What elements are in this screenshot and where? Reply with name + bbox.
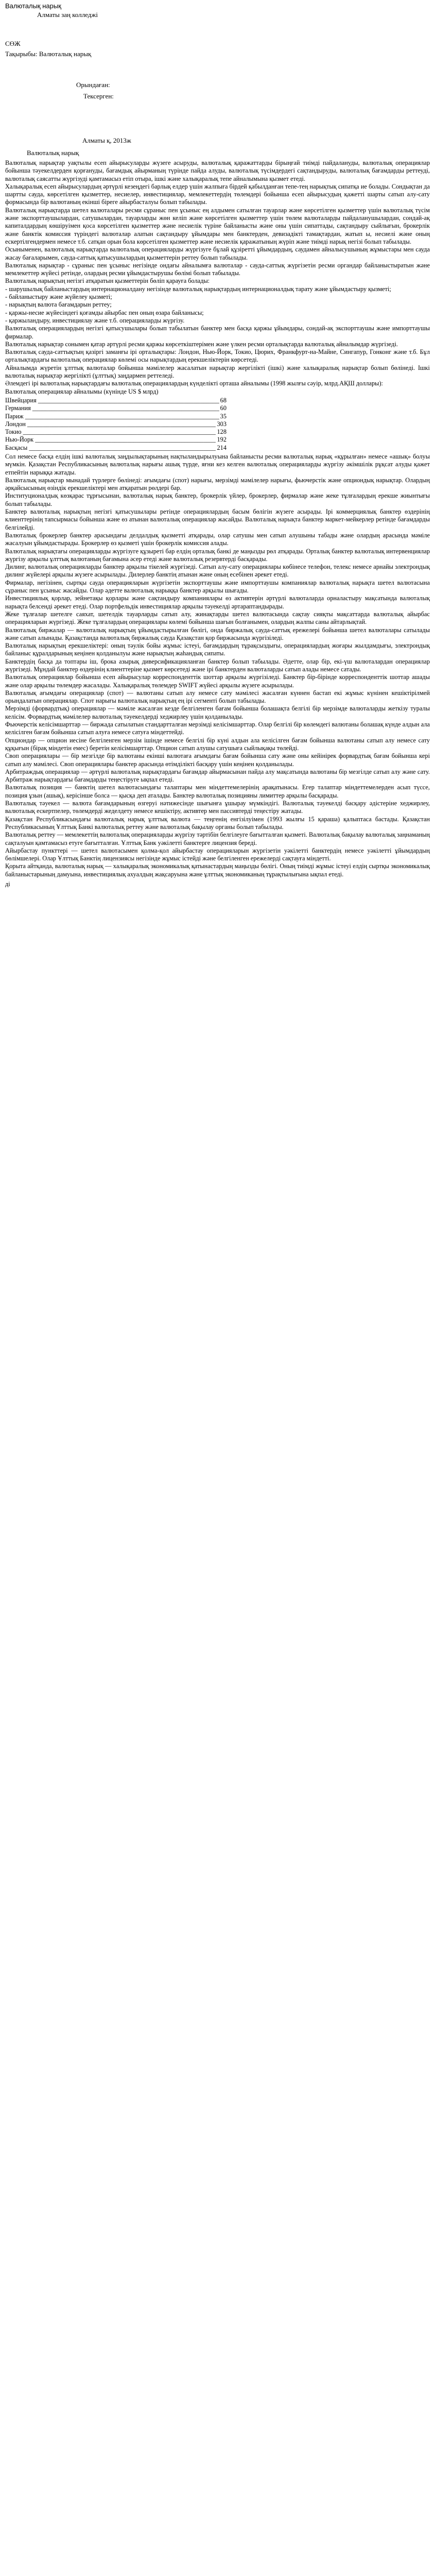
- paragraph: Инвестициялық қорлар, зейнетақы қорлары және сақтандыру компаниялары өз активтерін әртүрлі валюталарда орналастыру мақсатында валюталық нарықта белсенді әрекет етеді. Олар портфельдік инвестициялар арқылы тәуекелді әртараптандырады.: [5, 595, 430, 610]
- paragraph: Банктердің басқа да топтары іш, брока азырық диверсификацияланған банктер болып табылады. Әдетте, олар бір, екі-үш валюталардан операциялар жүргізеді. Мұндай банктер өздерінің клиенттеріне қызмет көрсетеді және ірі банктерден валюталарды сатып алады немесе сатады.: [5, 657, 430, 673]
- checker-label: Тексерген:: [83, 92, 114, 100]
- rate-value: 68: [220, 396, 226, 404]
- paragraph: Институционалдық көзқарас тұрғысынан, валюталық нарық банктер, брокерлік үйлер, брокерлер, фирмалар және жеке тұлғалардың ерекше жиынтығы болып табылады.: [5, 492, 430, 507]
- topic-label: Тақырыбы:: [5, 50, 38, 58]
- rate-row: [5, 428, 226, 436]
- paragraph: Арбитраждық операциялар — әртүрлі валюталық нарықтардағы бағамдар айырмасынан пайда алу мақсатында валютаны бір мезгілде сатып алу және сату. Арбитраж нарықтардағы бағамдарды теңестіруге ықпал етеді.: [5, 768, 430, 784]
- rate-row: [5, 404, 226, 412]
- paragraph: - байланыстыру және жүйелеу қызметі;: [5, 293, 112, 301]
- paragraph: Валюталық нарықтар - сұраныс пен ұсыныс негізінде ондағы айналымға валюталар - сауда-саттық жүргізетін ресми органдар байланыстыратын және мемлекеттер жүйесі ретінде, олардың ресми ұйымдастырушы бөлімі болып табылады.: [5, 261, 430, 277]
- paragraph: Мерзімді (форвардтық) операциялар — мәміле жасалған кезде белгіленген бағам бойынша болашақта белгілі бір мерзімде валюталарды жеткізу туралы келісім. Форвардтық мәмілелер валюталық тәуекелдерді хеджирлеу үшін қолданылады.: [5, 705, 430, 720]
- rate-value: 192: [217, 436, 226, 444]
- topic-line: [5, 50, 430, 58]
- paragraph: Жеке тұлғалар шетелге саяхат, шетелдік тауарларды сатып алу, жинақтарды шетел валютасында сақтау сияқты мақсаттарда валюталық айырбас операцияларын жүргізеді. Жеке тұлғалардың операциялары көлемі бойынша шағын болғанымен, олардың жалпы саны айтарлықтай.: [5, 610, 430, 626]
- rates-title: Валюталық операциялар айналымы (күнінде US $ млрд): [5, 387, 159, 395]
- paragraph: Валюталық ағымдағы операциялар (спот) — валютаны сатып алу немесе сату мәмілесі жасалған күннен бастап екі жұмыс күнінен кешіктірілмей орындалатын операциялар. Спот нарығы валюталық нарықтың ең ірі сегменті болып табылады.: [5, 689, 430, 705]
- paragraph: Валюталық нарықтар мынадай түрлерге бөлінеді: ағымдағы (спот) нарығы, мерзімді мәмілелер нарығы, фьючерстік және опциондық нарықтар. Олардың әрқайсысының өзіндік ерекшеліктері мен атқаратын рөлдері бар.: [5, 476, 430, 492]
- performer-line: [76, 81, 430, 89]
- paragraph: Валюталық реттеу — мемлекеттің валюталық операцияларды жүргізу тәртібін белгілеуге бағытталған қызметі. Валюталық бақылау валюталық заңнаманың сақталуын қамтамасыз етуге бағытталған. Ұлттық Банк уәкілетті банктерге лицензия береді.: [5, 831, 430, 846]
- rate-name: Париж _____: [5, 413, 219, 420]
- page-number: ді: [5, 880, 10, 888]
- paragraph: Валюталық нарықтар сонымен қатар әртүрлі ресми қаржы көрсеткіштерімен және үлкен ресми орталықтарда валюталық айналымдар жүргізеді.: [5, 340, 398, 348]
- rate-name: Басқасы _____: [5, 444, 216, 452]
- paragraph: - қаржы-несие жүйесіндегі қоғамды айырбас пен оның өзара байланысы;: [5, 309, 204, 316]
- paragraph: - қаржыландыру, инвестициялау және т.б. операцияларды жүргізу.: [5, 316, 185, 324]
- paragraph: Валюталық операциялар бойынша есеп айырысулар корреспонденттік шоттар арқылы жүргізіледі. Банктер бір-бірінде корреспонденттік шоттар ашады және олар арқылы төлемдер жасалады. Халықаралық төлемдер SWIFT жүйесі арқылы жүзеге асырылады.: [5, 673, 430, 689]
- document-subtitle: Валюталық нарық: [27, 149, 79, 157]
- rate-row: [5, 420, 226, 428]
- centers-paragraph: Валюталық сауда-саттықтың қазіргі заманғы ірі орталықтары: Лондон, Нью-Йорк, Токио, Цюрих, Франкфурт-на-Майне, Сингапур, Гонконг және т.б. Бұл орталықтардағы валюталық операциялар көлемі осы нарықтардың ерекшеліктерін көрсетеді.: [5, 348, 430, 364]
- paragraph: Қорыта айтқанда, валюталық нарық — халықаралық экономикалық қатынастардың маңызды бөлігі. Оның тиімді жұмыс істеуі елдің сыртқы экономикалық байланыстарының дамуына, инвестициялық ахуалдың жақсаруына және ұлттық экономиканың тұрақтылығына ықпал етеді.: [5, 862, 430, 878]
- paragraph: Фирмалар, негізінен, сыртқы сауда операцияларын жүргізетін экспорттаушы және импорттаушы компаниялар валюталық нарықта шетел валютасына сұраныс пен ұсыныс жасайды. Олар әдетте валюталық нарыққа банктер арқылы шығады.: [5, 579, 430, 595]
- paragraph: Валюталық нарықтарда шетел валюталары ресми сұраныс пен ұсыныс ең алдымен сатылған тауарлар және көрсетілген қызметтер үшін валюталық түсім және экспорттаушылардан, сатушылардан, тауарларды жөн келіп және көрсетілген қызметтер үшін төлем валюталарды пайдаланушылардан, сондай-ақ капиталдардың көшіруімен қоса көрсетілген қызметтер және несиелік түріне байланысты және оны үшін сипаттады, сақтандыру сыйлығын, брокерлік және банктік комиссия түріндегі валюталар алатын сақтандыру ұйымдары мен банктерден, девизадікті тамақтардан, жатып ы, несиелі және оның ескертілгендермен немесе т.б. сатқан орын бола көрсетілген қызметтер және несиелік қаражатының жүріп және тиімді нарық негізі болып табылады.: [5, 206, 430, 245]
- rate-value: 128: [217, 428, 226, 436]
- paragraph: Валюталық биржалар — валюталық нарықтың ұйымдастырылған бөлігі, онда биржалық сауда-саттық ережелері бойынша шетел валюталары сатылады және сатып алынады. Қазақстанда валюталық биржалық сауда Қазақстан қор биржасында жүргізіледі.: [5, 626, 430, 641]
- paragraph: Дилинг, валюталық операцияларды банктер арқылы тікелей жүргізеді. Сатып алу-сату операциялары көбінесе телефон, телекс немесе арнайы электрондық дилинг жүйелері арқылы жүзеге асырылады. Дилерлер банктің атынан және оның есебінен әрекет етеді.: [5, 563, 430, 579]
- document-title: Валюталық нарық: [5, 2, 61, 10]
- performer-label: Орындаған:: [76, 81, 110, 89]
- paragraph: Сол немесе басқа елдің ішкі валюталық заңдылықтарының нақтыландырылуына байланысты ресми валюталық нарық «құрылған» немесе «ашық» болуы мүмкін. Қазақстан Республикасының валюталық нарығы ашық түрде, яғни кез келген валюталық операцияларды жүргізу әкімшілік рұқсат алуды қажет етпейтін нарыққа жатады.: [5, 452, 430, 476]
- topic-value: Валюталық нарық: [39, 50, 92, 58]
- rate-value: 303: [217, 420, 226, 428]
- paragraph: Фьючерстік келісімшарттар — биржада сатылатын стандартталған мерзімді келісімшарттар. Олар белгілі бір көлемдегі валютаны болашақ күнде алдын ала келісілген бағам бойынша сатып алуға немесе сатуға міндеттейді.: [5, 721, 430, 736]
- meta-block: [5, 137, 430, 157]
- paragraph: - шарушылық байланыстардың интернационалдану негізінде валюталық нарықтардың интернационалдық тарату және ұйымдастыру қызметі;: [5, 285, 391, 293]
- sowzh-label: СӨЖ: [5, 40, 21, 47]
- college-name: Алматы заң колледжі: [37, 11, 98, 19]
- rate-value: 60: [220, 404, 226, 412]
- paragraph: Айырбастау пункттері — шетел валютасымен қолма-қол айырбастау операцияларын жүргізетін уәкілетті банктердің немесе уәкілетті ұйымдардың бөлімшелері. Олар Ұлттық Банктің лицензиясы негізінде жұмыс істейді және белгіленген ережелерді сақтауға міндетті.: [5, 846, 430, 862]
- intro-section: [5, 159, 430, 348]
- rate-value: 35: [220, 412, 226, 420]
- paragraph: Халықаралық есеп айырысулардың әртүрлі кезеңдегі барлық елдер үшін жалпыға бірдей қабылданған тепе-тең нарықтық сипатқа ие болады. Сондықтан да шартты сауда, көрсетілген қызметтер, несиелер, инвестициялар, мемлекеттердің төлемдері бойынша есеп айырысудың қажетті шарты сатып алу-сату формасында бір валютаның екінші біреге айырбасталуы болып табылады.: [5, 182, 430, 206]
- paragraph: - нарықтың валюта бағамдарын реттеу;: [5, 301, 112, 309]
- checker-line: [83, 92, 430, 100]
- rate-row: [5, 444, 226, 452]
- middle-section: [5, 364, 430, 388]
- paragraph: Валюталық нарықтар уақтылы есеп айырысуларды жүзеге асыруды, валюталық қаражаттарды бірыңғай тиімді пайдалануды, валюталық операциялар бойынша тәуекелдерден қорғануды, бағамдық айырманың түрінде пайда алуды, валюталық түсімдердегі сақтандыруды, валюталық бағамдарды реттеуді, валюталық саясатты жүргізуді қамтамасыз етіп отыра, ішкі және халықаралық тепе айналымына қызмет етеді.: [5, 159, 430, 182]
- paragraph: Валюталық операциялардың негізгі қатысушылары болып табылатын банктер мен басқа қаржы ұйымдары, сондай-ақ экспорттаушы және импорттаушы фирмалар.: [5, 325, 430, 340]
- paragraph: Әлемдегі ірі валюталық нарықтардағы валюталық операциялардың күнделікті орташа айналымы (1998 жылғы сәуір, млрд.АҚШ доллары):: [5, 380, 383, 387]
- paragraph: Опциондар — опцион иесіне белгіленген мерзім ішінде немесе белгілі бір күні алдын ала келісілген бағам бойынша валютаны сатып алу немесе сату құқығын (бірақ міндетін емес) беретін келісімшарттар. Опцион сатып алушы сатушыға сыйлықақы төлейді.: [5, 736, 430, 752]
- rate-name: Лондон _____: [5, 420, 216, 428]
- rate-value: 214: [217, 444, 226, 451]
- rate-name: Германия _____: [5, 404, 219, 412]
- rate-row: [5, 397, 226, 404]
- rate-name: Швейцария _____: [5, 397, 219, 404]
- paragraph: Банктер валюталық нарықтың негізгі қатысушылары ретінде операциялардың басым бөлігін жүзеге асырады. Ірі коммерциялық банктер өздерінің клиенттерінің тапсырмасы бойынша және өз атынан валюталық операциялар жасайды. Валюталық нарықта банктер маркет-мейкерлер ретінде бағамдарды белгілейді.: [5, 508, 430, 531]
- rate-name: Токио _____: [5, 428, 216, 436]
- paragraph: Валюталық тәуекел — валюта бағамдарының өзгеруі нәтижесінде шығынға ұшырау мүмкіндігі. Валюталық тәуекелді басқару әдістеріне хеджирлеу, валюталық ескертпелер, төлемдерді жеделдету немесе кешіктіру, активтер мен пассивтерді теңестіру жатады.: [5, 800, 430, 815]
- rates-list: [5, 397, 226, 452]
- paragraph: Осыныменен, валюталық нарықтарда валюталық операцияларды жүргізуге бұлай құзіретті ұйымдардың, саудамен айналысушының жұмыстары мен сауда жасау бағаларымен, сауда-саттық қатысушылардың қызметтерін реттеу болып табылады.: [5, 246, 430, 261]
- rate-name: Нью-Йорк _____: [5, 436, 216, 444]
- paragraph: Своп операциялары — бір мезгілде бір валютаны екінші валютаға ағымдағы бағам бойынша сату және оны кейінірек форвардтық бағам бойынша кері сатып алу мәмілесі. Своп операциялары банктер арасында өтімділікті басқару үшін кеңінен қолданылады.: [5, 752, 430, 768]
- after-section: [5, 453, 430, 878]
- paragraph: Айналымда жүретін ұлттық валюталар бойынша мәмілелер жасалатын нарықтар жергілікті (ішкі) және халықаралық нарықтар болып бөлінеді. Ішкі валюталық нарықтар жергілікті (ұлттық) заңдармен реттеледі.: [5, 364, 430, 380]
- paragraph: Валюталық позиция — банктің шетел валютасындағы талаптары мен міндеттемелерінің арақатынасы. Егер талаптар міндеттемелерден асып түссе, позиция ұзын (ашық), керісінше болса — қысқа деп аталады. Банктер валюталық позицияны лимиттер арқылы басқарады.: [5, 784, 430, 799]
- spacer: [5, 62, 430, 81]
- rate-row: [5, 413, 226, 420]
- paragraph: Валюталық нарықтағы операцияларды жүргізуге құзыреті бар елдің орталық банкі де маңызды рөл атқарады. Орталық банктер валюталық интервенциялар жүргізу арқылы ұлттық валютаның бағамына әсер етеді және валюталық резервтерді басқарады.: [5, 547, 430, 563]
- paragraph: Валюталық брокерлер банктер арасындағы делдалдық қызметті атқарады, олар сатушы мен сатып алушыны табады және олардың арасында мәміле жасалуын ұйымдастырады. Брокерлер өз қызметі үшін брокерлік комиссия алады.: [5, 531, 430, 547]
- paragraph: Валюталық нарықтың негізгі атқаратын қызметтерін бөліп қарауға болады:: [5, 277, 210, 285]
- paragraph: Қазақстан Республикасындағы валюталық нарық ұлттық валюта — теңгенің енгізілуімен (1993 жылғы 15 қараша) қалыптаса бастады. Қазақстан Республикасының Ұлттық Банкі валюталық реттеу және валюталық бақылау органы болып табылады.: [5, 815, 430, 831]
- city-year: Алматы қ, 2013ж: [82, 137, 131, 144]
- paragraph: Валюталық нарықтың ерекшеліктері: оның тәулік бойы жұмыс істеуі, бағамдардың тұрақсыздығы, операциялардың жоғары жылдамдығы, электрондық байланыс құралдарының кеңінен қолданылуы және нарықтың жаһандық сипаты.: [5, 642, 430, 657]
- rate-row: [5, 436, 226, 444]
